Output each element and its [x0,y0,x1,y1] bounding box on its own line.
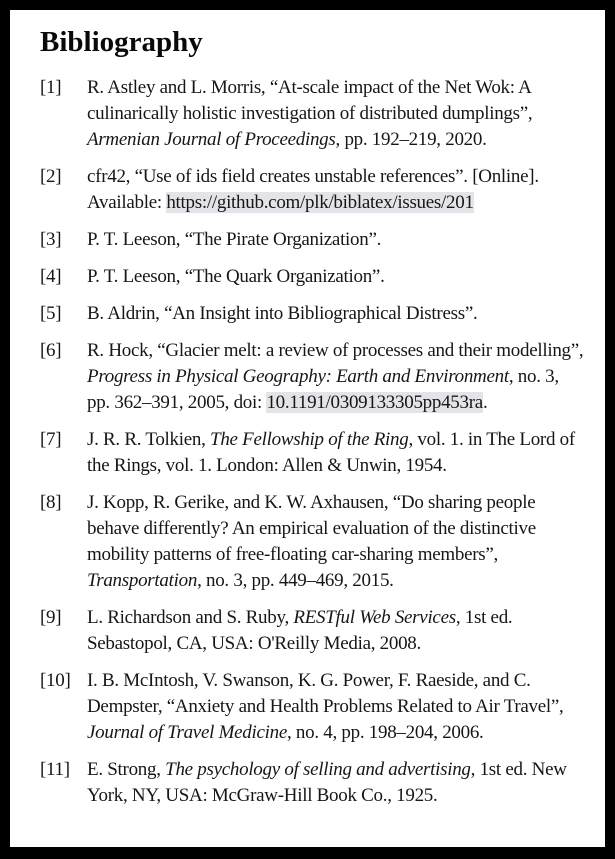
entry-text-segment: , 1st ed. New York, NY, USA: McGraw-Hill Book Co., 1925. [87,759,567,807]
entry-title-italic: The Fellowship of the Ring [210,429,409,451]
entry-text [87,605,585,657]
document-page [10,10,605,847]
bibliography-entry [40,757,585,809]
entry-text [87,227,585,253]
bibliography-entry [40,427,585,479]
entry-text-segment: P. T. Leeson, “The Quark Organization”. [87,266,385,288]
entry-number: [7] [40,429,62,451]
entry-number: [9] [40,607,62,629]
entry-text [87,668,585,746]
entry-text [87,301,585,327]
entry-title-italic: Progress in Physical Geography: Earth and Environment [87,366,509,388]
bibliography-entry [40,264,585,290]
entry-text-segment: E. Strong, [87,759,166,781]
entry-title-italic: Armenian Journal of Proceedings [87,129,336,151]
entry-text-segment: , no. 3, pp. 449–469, 2015. [197,570,394,592]
entry-text-segment: . [482,392,488,414]
bibliography-list [40,75,585,809]
bibliography-entry [40,227,585,253]
entry-number: [3] [40,229,62,251]
entry-text [87,164,585,216]
bibliography-title: Bibliography [40,26,203,58]
entry-text-segment: J. Kopp, R. Gerike, and K. W. Axhausen, “Do sharing people behave differently? An empirical evaluation of the distinctive mobility patterns of free-floating car-sharing members”, [87,492,536,566]
entry-text [87,427,585,479]
entry-number: [11] [40,759,70,781]
bibliography-entry [40,75,585,153]
entry-text [87,75,585,153]
entry-text-segment: , pp. 192–219, 2020. [335,129,487,151]
entry-text-segment: , 1st ed. Sebastopol, CA, USA: O'Reilly Media, 2008. [87,607,513,655]
entry-text-segment: I. B. McIntosh, V. Swanson, K. G. Power, F. Raeside, and C. Dempster, “Anxiety and Health Problems Related to Air Travel”, [87,670,564,718]
entry-text-segment: L. Richardson and S. Ruby, [87,607,294,629]
entry-title-italic: Journal of Travel Medicine [87,722,287,744]
entry-text [87,757,585,809]
bibliography-entry [40,164,585,216]
entry-text [87,338,585,416]
reference-link[interactable]: 10.1191/0309133305pp453ra [266,392,483,414]
entry-number: [6] [40,340,62,362]
entry-title-italic: RESTful Web Services [293,607,456,629]
bibliography-entry [40,605,585,657]
entry-text-segment: B. Aldrin, “An Insight into Bibliographical Distress”. [87,303,478,325]
entry-text-segment: R. Astley and L. Morris, “At-scale impact of the Net Wok: A culinarically holistic investigation of distributed dumplings”, [87,77,533,125]
entry-text [87,264,585,290]
bibliography-entry [40,338,585,416]
entry-text-segment: , no. 4, pp. 198–204, 2006. [286,722,484,744]
reference-link[interactable]: https://github.com/plk/biblatex/issues/201 [166,192,474,214]
bibliography-entry [40,668,585,746]
bibliography-entry [40,490,585,594]
entry-number: [4] [40,266,62,288]
entry-number: [8] [40,492,62,514]
entry-number: [2] [40,166,62,188]
entry-number: [10] [40,670,71,692]
entry-number: [5] [40,303,62,325]
entry-text-segment: P. T. Leeson, “The Pirate Organization”. [87,229,382,251]
entry-text-segment: , no. 3, pp. 362–391, 2005, doi: [87,366,559,414]
entry-number: [1] [40,77,62,99]
entry-text-segment: J. R. R. Tolkien, [87,429,211,451]
entry-text [87,490,585,594]
entry-title-italic: The psychology of selling and advertising [165,759,471,781]
entry-text-segment: R. Hock, “Glacier melt: a review of processes and their modelling”, [87,340,584,362]
entry-text-segment: cfr42, “Use of ids field creates unstable references”. [Online]. Available: [87,166,539,214]
entry-title-italic: Transportation [87,570,198,592]
entry-text-segment: , vol. 1. in The Lord of the Rings, vol. 1. London: Allen & Unwin, 1954. [87,429,575,477]
bibliography-entry [40,301,585,327]
